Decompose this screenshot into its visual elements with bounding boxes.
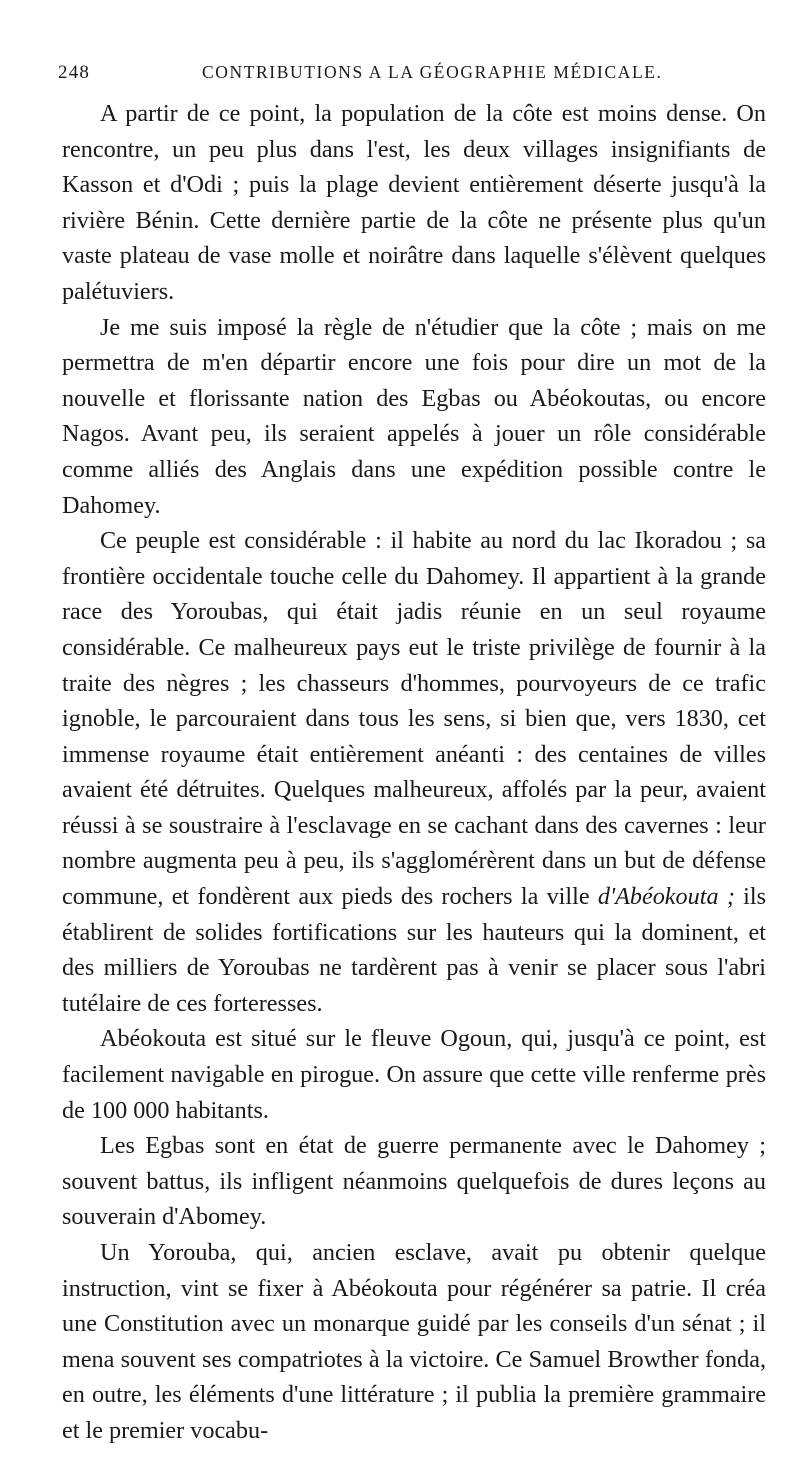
body-text <box>62 96 766 1449</box>
paragraph-yorouba-history <box>62 523 766 1021</box>
running-head <box>58 62 766 96</box>
paragraph-samuel-browther: Un Yorouba, qui, ancien esclave, avait pu obtenir quelque instruction, vint se fixer à Abéokouta pour régénérer sa patrie. Il créa une Constitution avec un monarque guidé par les conseils d'un sénat ; il mena souvent ses compatriotes à la victoire. Ce Samuel Browther fonda, en outre, les éléments d'une littérature ; il publia la première grammaire et le premier vocabu- <box>62 1239 766 1444</box>
book-page <box>58 62 766 1449</box>
paragraph-text-segment: ils établirent de solides fortifications sur les hauteurs qui la dominent, et des milliers de Yoroubas ne tardèrent pas à venir se placer sous l'abri tutélaire de ces forteresses. <box>62 883 766 1017</box>
paragraph-text-segment: Ce peuple est considérable : il habite au nord du lac Ikoradou ; sa frontière occidentale touche celle du Dahomey. Il appartient à la grande race des Yoroubas, qui était jadis réunie en un seul royaume considérable. Ce malheureux pays eut le triste privilège de fournir à la traite des nègres ; les chasseurs d'hommes, pourvoyeurs de ce trafic ignoble, le parcouraient dans tous les sens, si bien que, vers 1830, cet immense royaume était entièrement anéanti : des centaines de villes avaient été détruites. Quelques malheureux, affolés par la peur, avaient réussi à se soustraire à l'esclavage en se cachant dans des cavernes : leur nombre augmenta peu à peu, ils s'agglomérèrent dans un but de défense commune, et fondèrent aux pieds des rochers la ville <box>62 527 766 911</box>
italic-place-name: d'Abéokouta ; <box>597 883 735 911</box>
paragraph-abeokouta-location: Abéokouta est situé sur le fleuve Ogoun, qui, jusqu'à ce point, est facilement navigable en pirogue. On assure que cette ville renferme près de 100 000 habitants. <box>62 1025 766 1124</box>
paragraph-egbas-war: Les Egbas sont en état de guerre permanente avec le Dahomey ; souvent battus, ils infligent néanmoins quelquefois de dures leçons au souverain d'Abomey. <box>62 1132 766 1231</box>
paragraph-egbas-nation: Je me suis imposé la règle de n'étudier que la côte ; mais on me permettra de m'en départir encore une fois pour dire un mot de la nouvelle et florissante nation des Egbas ou Abéokoutas, ou encore Nagos. Avant peu, ils seraient appelés à jouer un rôle considérable comme alliés des Anglais dans une expédition possible contre le Dahomey. <box>62 313 766 519</box>
page-number: 248 <box>58 62 91 83</box>
running-title: CONTRIBUTIONS A LA GÉOGRAPHIE MÉDICALE. <box>202 62 663 82</box>
paragraph-coast-description: A partir de ce point, la population de la côte est moins dense. On rencontre, un peu plus dans l'est, les deux villages insignifiants de Kasson et d'Odi ; puis la plage devient entièrement déserte jusqu'à la rivière Bénin. Cette dernière partie de la côte ne présente plus qu'un vaste plateau de vase molle et noirâtre dans laquelle s'élèvent quelques palétuviers. <box>62 100 766 305</box>
